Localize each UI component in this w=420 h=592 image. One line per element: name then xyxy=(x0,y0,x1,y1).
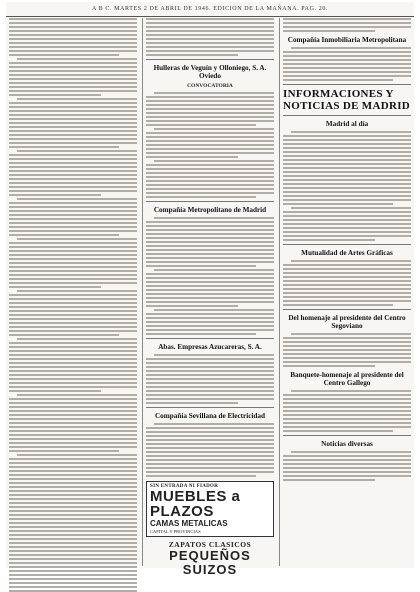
article-text xyxy=(146,92,274,198)
article-text xyxy=(283,333,411,367)
article-separator xyxy=(146,59,274,60)
article-text xyxy=(283,18,411,32)
column-3 xyxy=(283,18,411,566)
ad-line: ZAPATOS CLASICOS xyxy=(168,540,252,549)
article-separator xyxy=(283,309,411,310)
column-1 xyxy=(9,18,137,566)
article-text xyxy=(146,18,274,56)
article-text xyxy=(283,131,411,241)
article-separator xyxy=(146,201,274,202)
column-divider xyxy=(142,18,143,566)
section-separator xyxy=(283,84,411,85)
furniture-advertisement xyxy=(146,481,274,537)
section-separator xyxy=(283,115,411,116)
article-text xyxy=(283,390,411,432)
section-title: INFORMACIONES Y NOTICIAS DE MADRID xyxy=(283,88,411,112)
article-separator xyxy=(283,244,411,245)
page-header: A B C. MARTES 2 DE ABRIL DE 1946. EDICION DE LA MAÑANA. PAG. 20. xyxy=(91,6,329,12)
article-heading: Hulleras de Veguín y Olloniego, S. A. Oviedo xyxy=(153,64,267,80)
article-text xyxy=(9,18,137,592)
article-heading: Banquete-homenaje al presidente del Centro Gallego xyxy=(290,371,404,387)
article-text xyxy=(283,47,411,81)
article-text xyxy=(283,260,411,306)
article-text xyxy=(283,451,411,481)
article-heading: Noticias diversas xyxy=(321,440,373,448)
ad-subheadline: CAMAS METALICAS xyxy=(150,519,228,528)
newspaper-page xyxy=(6,2,414,577)
article-heading: Abas. Empresas Azucareras, S. A. xyxy=(158,343,262,351)
article-heading: Mutualidad de Artes Gráficas xyxy=(301,249,393,257)
article-separator xyxy=(146,407,274,408)
article-heading: Compañía Inmobiliaria Metropolitana xyxy=(287,36,407,44)
article-separator xyxy=(146,338,274,339)
column-divider xyxy=(279,18,280,566)
article-heading: Madrid al día xyxy=(325,120,369,128)
article-subheading: CONVOCATORIA xyxy=(187,83,233,89)
article-heading: Compañía Sevillana de Electricidad xyxy=(154,412,265,420)
ad-headline: MUEBLES a PLAZOS xyxy=(150,488,241,520)
header-rule xyxy=(6,16,414,17)
article-text xyxy=(146,354,274,404)
article-text xyxy=(146,217,274,335)
ad-tagline: SIN ENTRADA NI FIADOR xyxy=(150,484,219,489)
article-heading: Del homenaje al presidente del Centro Segoviano xyxy=(288,314,406,330)
shoes-advertisement xyxy=(146,540,274,577)
ad-brand: PEQUEÑOS SUIZOS xyxy=(169,548,251,577)
article-heading: Compañía Metropolitano de Madrid xyxy=(153,206,267,214)
article-text xyxy=(146,423,274,477)
article-separator xyxy=(283,435,411,436)
column-2 xyxy=(146,18,274,577)
ad-footer: CAPITAL Y PROVINCIAS xyxy=(150,529,201,534)
